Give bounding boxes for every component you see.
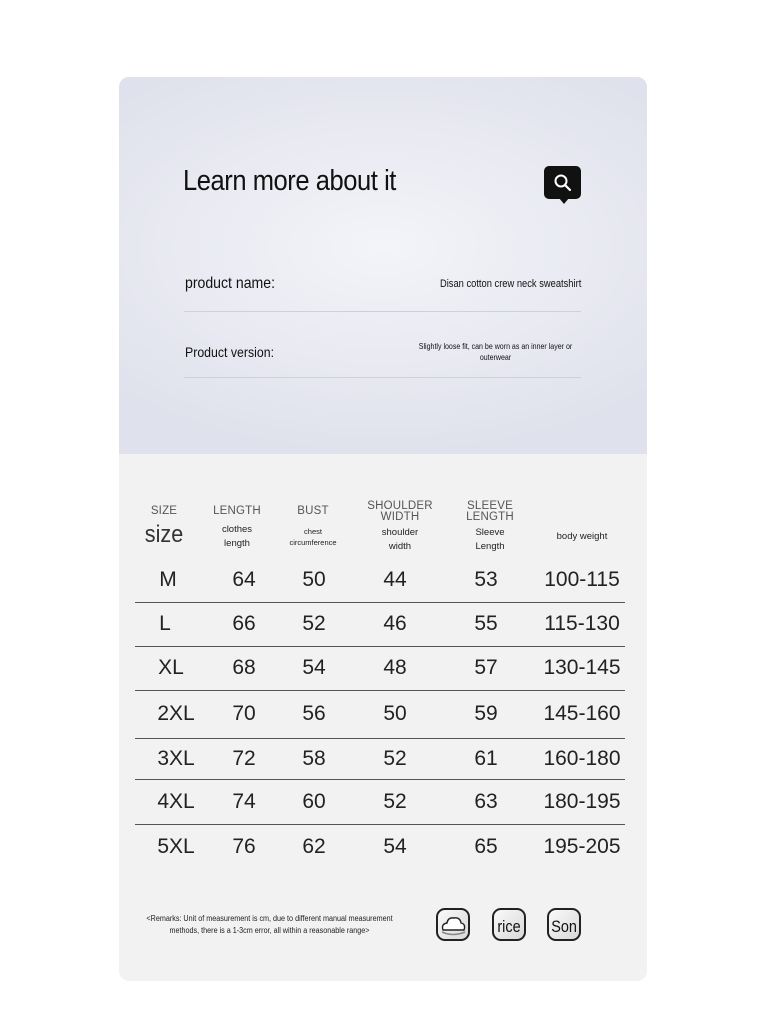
cell-bust: 50 — [302, 568, 326, 591]
cell-weight: 180-195 — [543, 790, 621, 813]
cloud-icon[interactable] — [436, 908, 470, 941]
cell-shoulder: 52 — [383, 790, 407, 813]
cell-size: 2XL — [157, 702, 195, 725]
header-sleeve — [457, 501, 523, 554]
table-row — [135, 602, 625, 647]
header-shoulder-sub: shoulder width — [381, 527, 419, 552]
table-row — [135, 558, 625, 603]
header-bust — [282, 506, 344, 548]
cell-shoulder: 46 — [383, 612, 407, 635]
cell-length: 70 — [232, 702, 256, 725]
cell-bust: 54 — [302, 656, 326, 679]
cell-length: 68 — [232, 656, 256, 679]
cell-size: 4XL — [157, 790, 195, 813]
cell-size: XL — [158, 656, 184, 679]
table-row — [135, 690, 625, 739]
cell-length: 64 — [232, 568, 256, 591]
cell-sleeve: 57 — [474, 656, 498, 679]
cell-sleeve: 53 — [474, 568, 498, 591]
table-row — [135, 825, 625, 869]
cell-shoulder: 54 — [383, 835, 407, 858]
cell-sleeve: 63 — [474, 790, 498, 813]
product-name-row — [184, 255, 581, 312]
header-size-sub: size — [144, 521, 184, 548]
search-button[interactable] — [544, 166, 581, 199]
cell-bust: 62 — [302, 835, 326, 858]
header-length-sub: clothes length — [221, 524, 253, 549]
cell-shoulder: 50 — [383, 702, 407, 725]
header-bust-sub: chest circumference — [289, 527, 337, 547]
cell-sleeve: 59 — [474, 702, 498, 725]
price-badge-text: rice — [497, 917, 521, 936]
cell-bust: 52 — [302, 612, 326, 635]
cell-shoulder: 44 — [383, 568, 407, 591]
product-info-card — [119, 77, 647, 981]
hero-section — [119, 77, 647, 454]
son-badge-text: Son — [551, 917, 577, 936]
table-row — [135, 780, 625, 825]
header-shoulder — [365, 501, 435, 554]
hero-title: Learn more about it — [183, 165, 396, 197]
product-version-row — [184, 311, 581, 378]
cell-weight: 195-205 — [543, 835, 621, 858]
header-sleeve-sub: Sleeve Length — [475, 527, 505, 552]
cell-length: 76 — [232, 835, 256, 858]
cell-size: 3XL — [157, 747, 195, 770]
cell-weight: 130-145 — [543, 656, 621, 679]
cell-size: L — [159, 612, 171, 635]
cell-shoulder: 52 — [383, 747, 407, 770]
cell-weight: 100-115 — [544, 568, 620, 591]
cell-length: 72 — [232, 747, 256, 770]
product-name-value: Disan cotton crew neck sweatshirt — [439, 278, 581, 290]
cell-sleeve: 65 — [474, 835, 498, 858]
header-size — [139, 506, 189, 549]
header-bust-en: BUST — [297, 505, 329, 517]
cell-length: 66 — [232, 612, 256, 635]
cell-weight: 115-130 — [544, 612, 620, 635]
cell-sleeve: 55 — [474, 612, 498, 635]
cell-bust: 58 — [302, 747, 326, 770]
product-version-value: Slightly loose fit, can be worn as an inner layer or outerwear — [418, 342, 573, 362]
header-weight — [547, 530, 617, 544]
cell-weight: 145-160 — [543, 702, 621, 725]
cell-shoulder: 48 — [383, 656, 407, 679]
cell-size: 5XL — [157, 835, 195, 858]
cell-bust: 60 — [302, 790, 326, 813]
header-shoulder-en: SHOULDER WIDTH — [367, 500, 433, 523]
header-sleeve-en: SLEEVE LENGTH — [466, 500, 514, 523]
measurement-remarks: <Remarks: Unit of measurement is cm, due to different manual measurement methods, there is a 1-3cm error, all within a reasonable range> — [146, 914, 393, 935]
cell-bust: 56 — [302, 702, 326, 725]
table-row — [135, 646, 625, 691]
header-size-en: SIZE — [150, 505, 178, 517]
cell-weight: 160-180 — [543, 747, 621, 770]
cell-length: 74 — [232, 790, 256, 813]
price-badge-icon[interactable] — [492, 908, 526, 941]
product-version-label: Product version: — [185, 344, 275, 360]
product-name-label: product name: — [185, 275, 276, 292]
header-weight-sub: body weight — [556, 531, 608, 542]
header-length-en: LENGTH — [213, 505, 261, 517]
cell-size: M — [159, 568, 177, 591]
son-badge-icon[interactable] — [547, 908, 581, 941]
header-length — [207, 506, 267, 551]
cell-sleeve: 61 — [474, 747, 498, 770]
table-row — [135, 739, 625, 780]
